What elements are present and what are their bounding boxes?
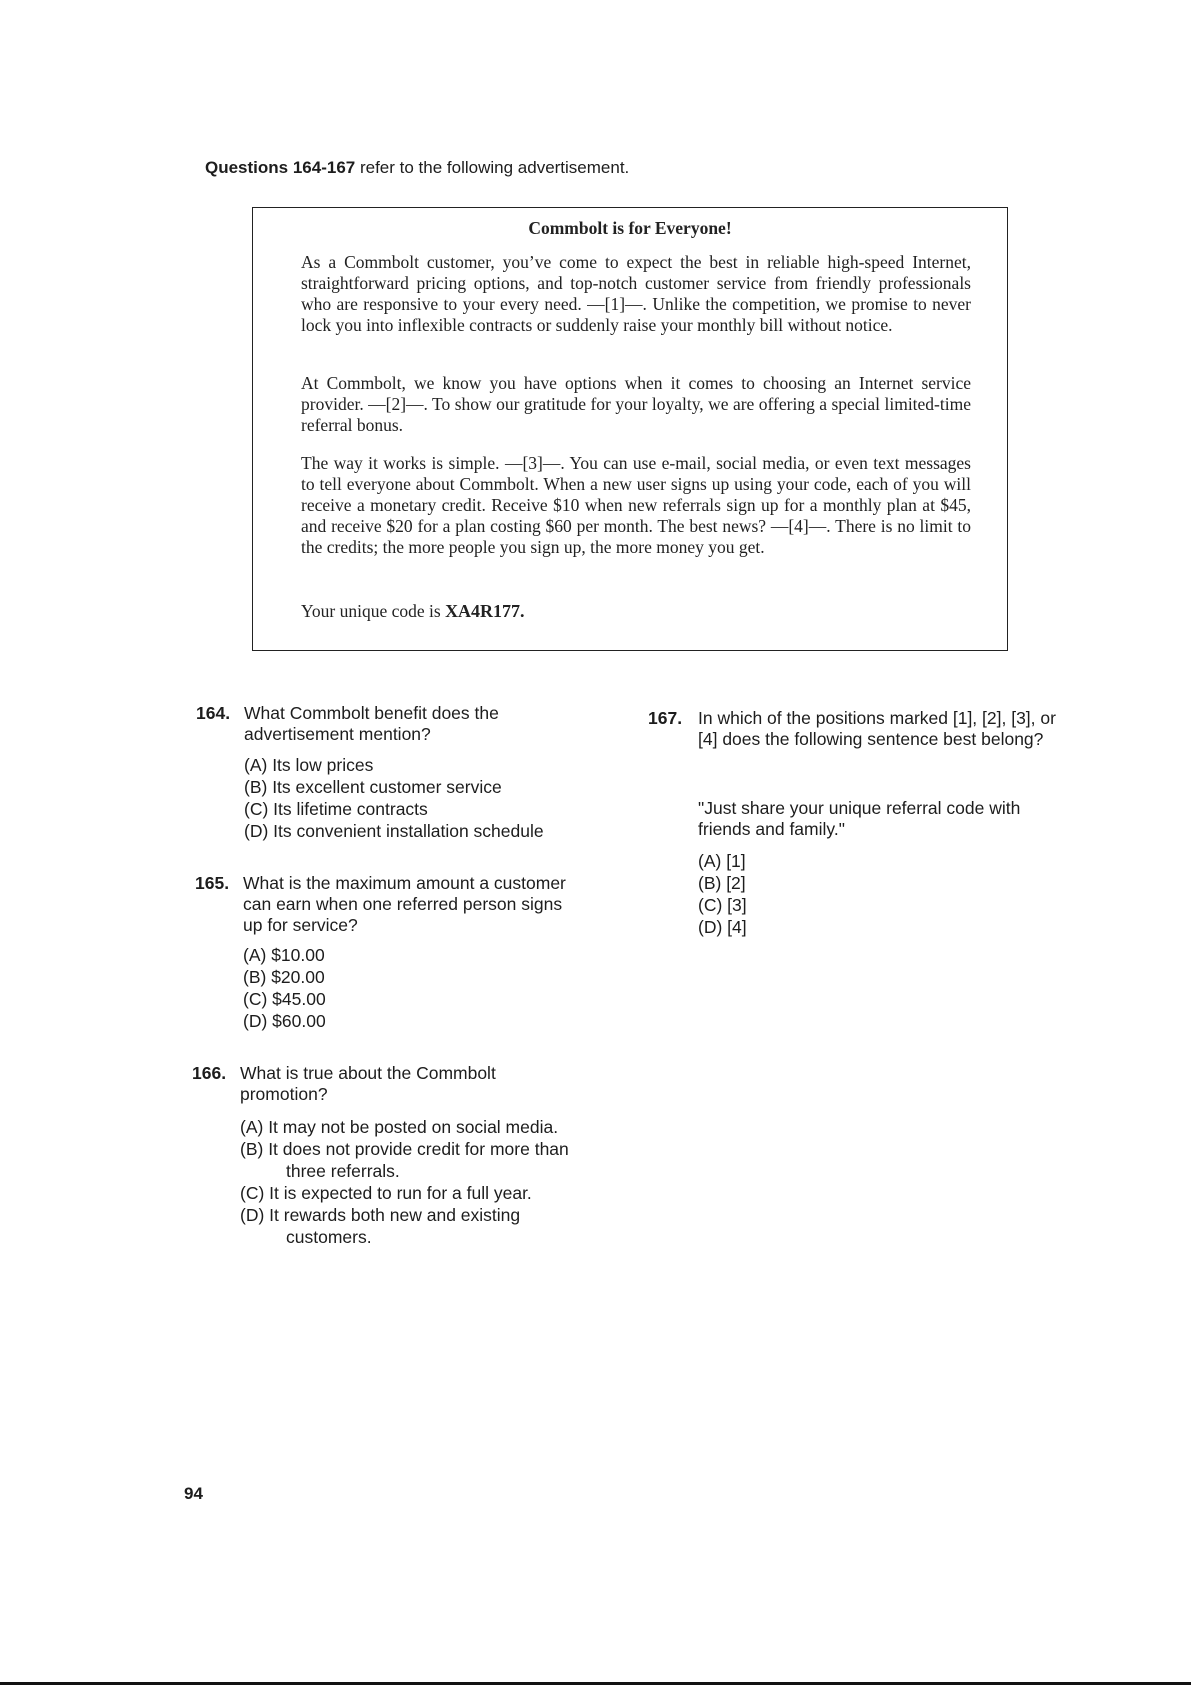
option-b[interactable]: (B) $20.00 (243, 967, 325, 987)
ad-paragraph-4 (301, 601, 971, 622)
ad-paragraph-3: The way it works is simple. —[3]—. You can use e-mail, social media, or even text messages to tell everyone about Commbolt. When a new user signs up using your code, each of you will receive a monetary credit. Receive $10 when new referrals sign up for a monthly plan at $45, and receive $20 for a plan costing $60 per month. The best news? —[4]—. There is no limit to the credits; the more people you sign up, the more money you get. (301, 453, 971, 557)
question-166 (192, 1063, 622, 1263)
question-number: 166. (192, 1063, 227, 1083)
option-d[interactable]: (D) Its convenient installation schedule (244, 821, 544, 841)
option-c[interactable]: (C) It is expected to run for a full year. (240, 1183, 532, 1203)
option-d[interactable]: (D) $60.00 (243, 1011, 326, 1031)
option-b[interactable]: (B) [2] (698, 873, 746, 893)
option-c[interactable]: (C) Its lifetime contracts (244, 799, 428, 819)
quoted-sentence: "Just share your unique referral code with friends and family." (698, 798, 1021, 839)
options-list (698, 851, 747, 939)
question-text: What is the maximum amount a customer can earn when one referred person signs up for service? (243, 873, 566, 935)
instructions-rest: refer to the following advertisement. (355, 158, 630, 177)
ad-unique-code: XA4R177. (445, 601, 525, 621)
option-b[interactable]: (B) It does not provide credit for more than (240, 1139, 569, 1159)
ad-title: Commbolt is for Everyone! (528, 218, 732, 238)
option-a[interactable]: (A) It may not be posted on social media. (240, 1117, 559, 1137)
question-167 (648, 708, 1078, 948)
option-d[interactable]: (D) It rewards both new and existing (240, 1205, 521, 1225)
page-number: 94 (184, 1484, 203, 1503)
ad-paragraph-2: At Commbolt, we know you have options when it comes to choosing an Internet service provider. —[2]—. To show our gratitude for your loyalty, we are offering a special limited-time referral bonus. (301, 373, 971, 435)
question-text: What is true about the Commbolt promotion? (240, 1063, 496, 1104)
option-c[interactable]: (C) [3] (698, 895, 747, 915)
advertisement-box (252, 207, 1008, 651)
options-list (244, 755, 544, 843)
instructions (205, 158, 629, 178)
option-a[interactable]: (A) [1] (698, 851, 746, 871)
option-b[interactable]: (B) Its excellent customer service (244, 777, 502, 797)
question-165 (195, 873, 615, 1043)
question-text: In which of the positions marked [1], [2], [3], or [4] does the following sentence best belong? (698, 708, 1056, 749)
instructions-bold: Questions 164-167 (205, 158, 356, 177)
options-list (240, 1117, 569, 1249)
option-c[interactable]: (C) $45.00 (243, 989, 326, 1009)
option-a[interactable]: (A) $10.00 (243, 945, 325, 965)
options-list (243, 945, 326, 1033)
question-number: 164. (196, 703, 231, 723)
question-text: What Commbolt benefit does the advertisement mention? (244, 703, 499, 744)
ad-code-prefix: Your unique code is (301, 601, 446, 621)
option-a[interactable]: (A) Its low prices (244, 755, 374, 775)
option-d-continued[interactable]: customers. (286, 1227, 372, 1247)
question-number: 165. (195, 873, 230, 893)
option-b-continued[interactable]: three referrals. (286, 1161, 400, 1181)
option-d[interactable]: (D) [4] (698, 917, 747, 937)
question-number: 167. (648, 708, 683, 728)
ad-paragraph-1: As a Commbolt customer, you’ve come to expect the best in reliable high-speed Internet, straightforward pricing options, and top-notch customer service from friendly professionals who are responsive to your every need. —[1]—. Unlike the competition, we promise to never lock you into inflexible contracts or suddenly raise your monthly bill without notice. (301, 252, 971, 335)
question-164 (196, 703, 616, 853)
